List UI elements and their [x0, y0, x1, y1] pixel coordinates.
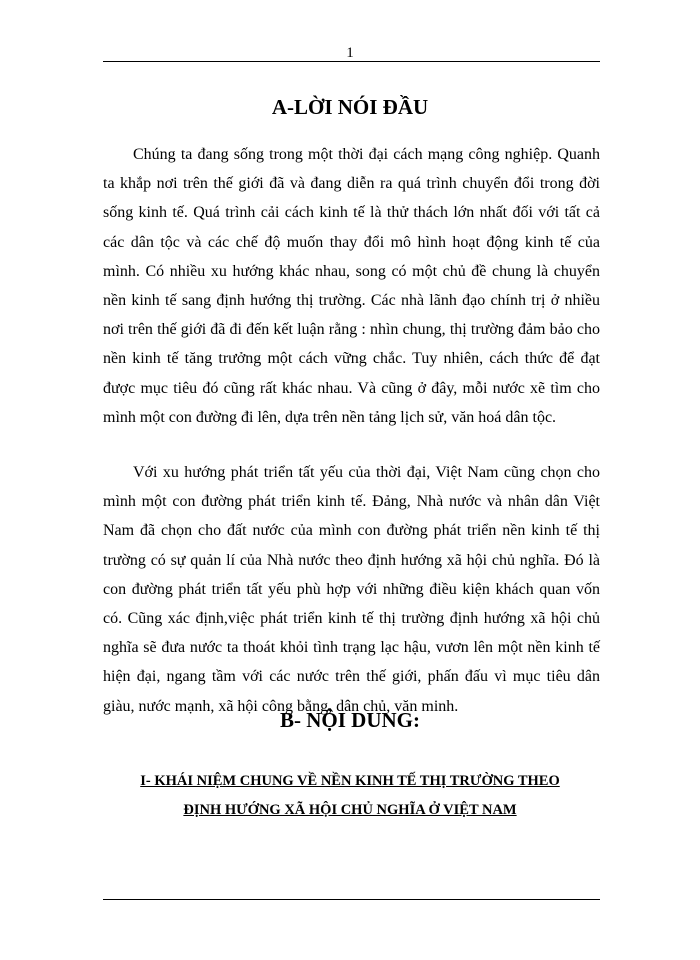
subsection-heading-line-2: ĐỊNH HƯỚNG XÃ HỘI CHỦ NGHĨA Ở VIỆT NAM: [183, 802, 517, 818]
section-heading-a: A-LỜI NÓI ĐẦU: [271, 95, 429, 119]
section-heading-b: B- NỘI DUNG:: [280, 708, 420, 732]
header-rule: [103, 61, 600, 62]
paragraph-1: Chúng ta đang sống trong một thời đại cách mạng công nghiệp. Quanh ta khắp nơi trên thế giới đã và đang diễn ra quá trình chuyển đổi trong đời sống kinh tế. Quá trình cải cách kinh tế là thử thách lớn nhất đối với tất cả các dân tộc và các chế độ muốn thay đổi mô hình hoạt động kinh tế của mình. Có nhiều xu hướng khác nhau, song có một chủ đề chung là chuyển nền kinh tế sang định hướng thị trường. Các nhà lãnh đạo chính trị ở nhiều nơi trên thế giới đã đi đến kết luận rằng : nhìn chung, thị trường đảm bảo cho nền kinh tế tăng trưởng một cách vững chắc. Tuy nhiên, cách thức để đạt được mục tiêu đó cũng rất khác nhau. Và cũng ở đây, mỗi nước xẽ tìm cho mình một con đường đi lên, dựa trên nền tảng lịch sử, văn hoá dân tộc.: [103, 146, 600, 426]
page-number: 1: [346, 45, 354, 61]
subsection-heading: [120, 767, 580, 825]
footer-rule: [103, 899, 600, 900]
paragraph-2: Với xu hướng phát triển tất yếu của thời đại, Việt Nam cũng chọn cho mình một con đường phát triển kinh tế. Đảng, Nhà nước và nhân dân Việt Nam đã chọn cho đất nước của mình con đường phát triển nền kinh tế thị trường có sự quản lí của Nhà nước theo định hướng xã hội chủ nghĩa. Đó là con đường phát triển tất yếu phù hợp với những điều kiện khách quan vốn có. Cũng xác định,việc phát triển kinh tế thị trường định hướng xã hội chủ nghĩa sẽ đưa nước ta thoát khỏi tình trạng lạc hậu, vươn lên một nền kinh tế hiện đại, ngang tầm với các nước trên thế giới, phấn đấu vì mục tiêu dân giàu, nước mạnh, xã hội công bằng, dân chủ, văn minh.: [103, 464, 600, 715]
subsection-heading-line-1: I- KHÁI NIỆM CHUNG VỀ NỀN KINH TẾ THỊ TRƯỜNG THEO: [140, 773, 560, 789]
